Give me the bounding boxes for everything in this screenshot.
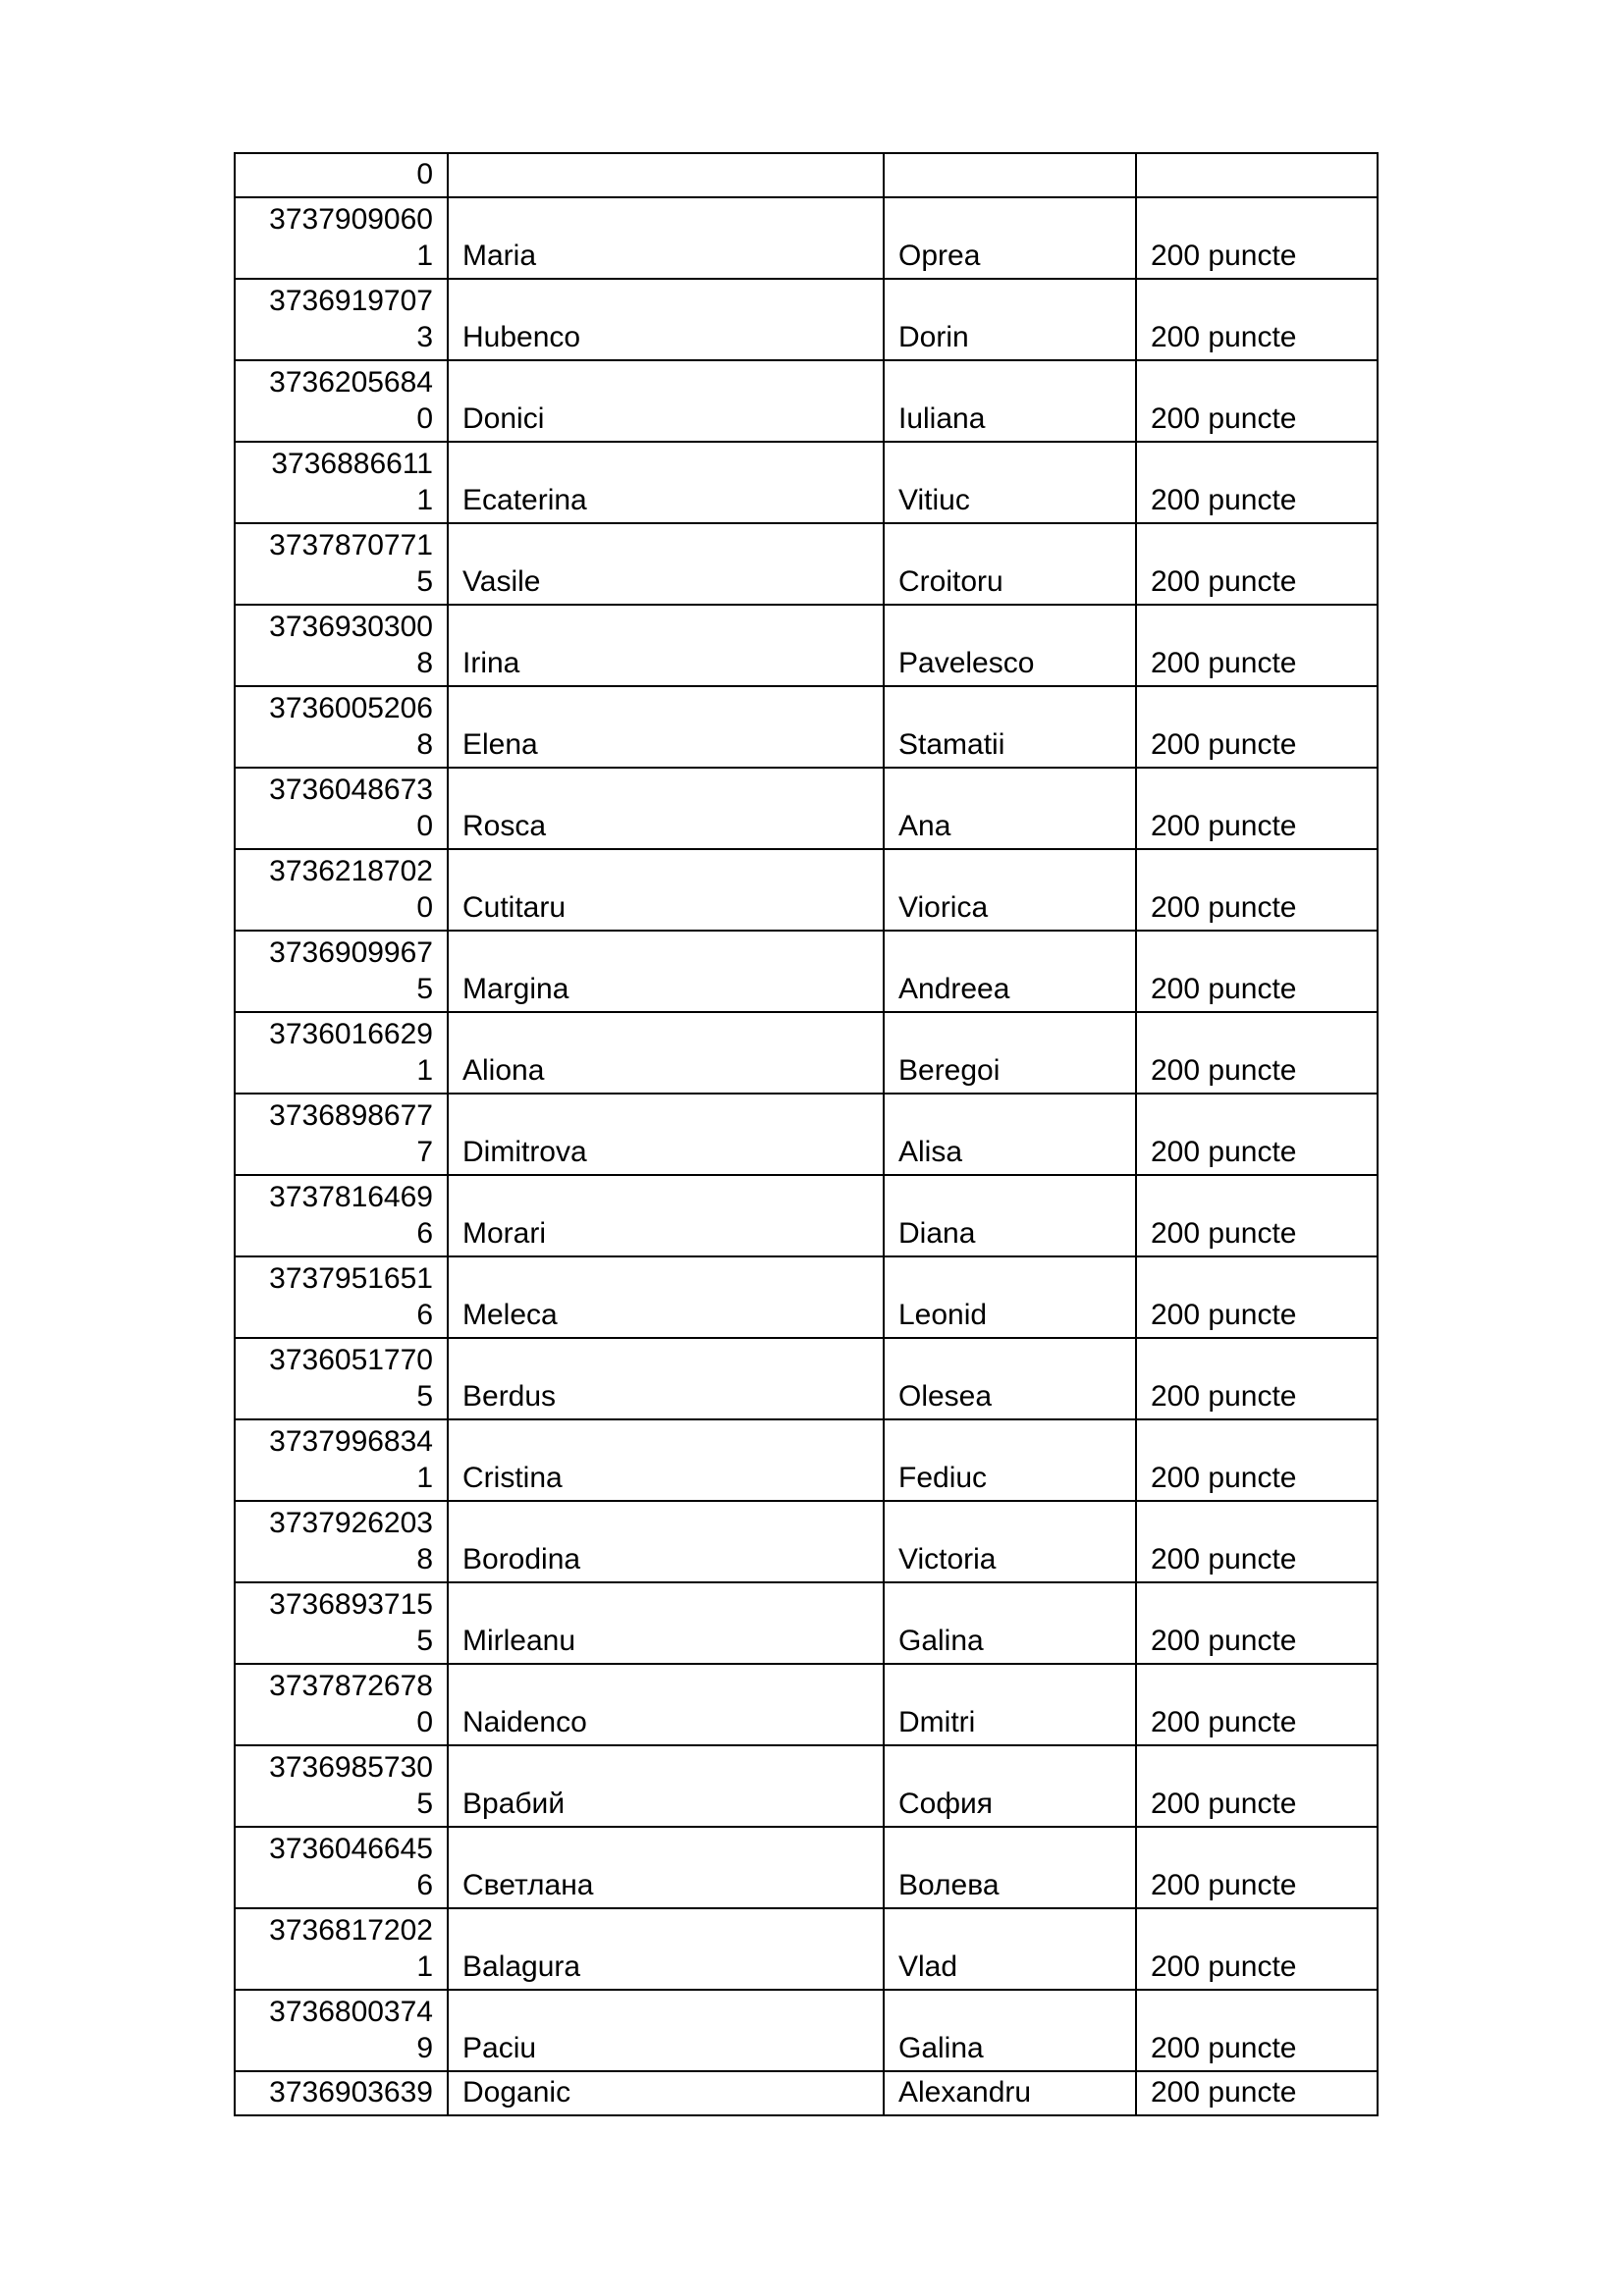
points-cell: 200 puncte <box>1136 1338 1378 1419</box>
first-name-cell: Irina <box>448 605 884 686</box>
points-cell: 200 puncte <box>1136 605 1378 686</box>
phone-cell <box>235 1908 448 1990</box>
phone-cell <box>235 1012 448 1094</box>
points-cell: 200 puncte <box>1136 1256 1378 1338</box>
last-name-cell: Oprea <box>884 197 1136 279</box>
table-row <box>235 1094 1378 1175</box>
last-name-cell: Leonid <box>884 1256 1136 1338</box>
phone-number-line2: 0 <box>416 402 433 435</box>
first-name-cell: Naidenco <box>448 1664 884 1745</box>
table-row <box>235 1664 1378 1745</box>
first-name-cell: Cutitaru <box>448 849 884 931</box>
points-cell: 200 puncte <box>1136 523 1378 605</box>
phone-cell <box>235 768 448 849</box>
phone-number-line1: 0 <box>416 158 433 190</box>
phone-number-line2: 3 <box>416 321 433 353</box>
first-name-cell: Donici <box>448 360 884 442</box>
first-name-cell: Elena <box>448 686 884 768</box>
points-cell: 200 puncte <box>1136 1582 1378 1664</box>
points-cell: 200 puncte <box>1136 1094 1378 1175</box>
phone-number-line1: 3737926203 <box>269 1507 433 1539</box>
table-row <box>235 1908 1378 1990</box>
phone-cell <box>235 1745 448 1827</box>
first-name-cell <box>448 153 884 197</box>
table-row <box>235 1582 1378 1664</box>
last-name-cell: Viorica <box>884 849 1136 931</box>
last-name-cell: Croitoru <box>884 523 1136 605</box>
phone-cell <box>235 1664 448 1745</box>
phone-number-line2: 8 <box>416 1543 433 1575</box>
phone-number-line2: 6 <box>416 1217 433 1250</box>
points-cell: 200 puncte <box>1136 2071 1378 2115</box>
phone-cell <box>235 1419 448 1501</box>
phone-number-line1: 3737872678 <box>269 1670 433 1702</box>
last-name-cell: Волева <box>884 1827 1136 1908</box>
points-cell: 200 puncte <box>1136 360 1378 442</box>
last-name-cell: Iuliana <box>884 360 1136 442</box>
first-name-cell: Rosca <box>448 768 884 849</box>
first-name-cell: Morari <box>448 1175 884 1256</box>
first-name-cell: Balagura <box>448 1908 884 1990</box>
last-name-cell: Alisa <box>884 1094 1136 1175</box>
points-cell: 200 puncte <box>1136 1827 1378 1908</box>
phone-number-line1: 3736205684 <box>269 366 433 399</box>
last-name-cell: София <box>884 1745 1136 1827</box>
phone-cell <box>235 849 448 931</box>
last-name-cell: Pavelesco <box>884 605 1136 686</box>
table-row <box>235 1827 1378 1908</box>
last-name-cell: Olesea <box>884 1338 1136 1419</box>
phone-number-line2: 1 <box>416 1950 433 1983</box>
table-row <box>235 523 1378 605</box>
phone-number-line2: 5 <box>416 973 433 1005</box>
phone-number-line1: 3736046645 <box>269 1833 433 1865</box>
phone-cell <box>235 360 448 442</box>
phone-number-line1: 3737996834 <box>269 1425 433 1458</box>
last-name-cell: Dorin <box>884 279 1136 360</box>
points-cell: 200 puncte <box>1136 849 1378 931</box>
phone-number-line1: 3736051770 <box>269 1344 433 1376</box>
phone-cell <box>235 686 448 768</box>
phone-cell <box>235 1501 448 1582</box>
first-name-cell: Светлана <box>448 1827 884 1908</box>
first-name-cell: Berdus <box>448 1338 884 1419</box>
points-cell: 200 puncte <box>1136 768 1378 849</box>
last-name-cell: Beregoi <box>884 1012 1136 1094</box>
table-row <box>235 1012 1378 1094</box>
points-cell: 200 puncte <box>1136 1175 1378 1256</box>
table-row <box>235 1501 1378 1582</box>
phone-cell <box>235 442 448 523</box>
last-name-cell: Stamatii <box>884 686 1136 768</box>
phone-number-line1: 3736903639 <box>269 2076 433 2109</box>
points-cell <box>1136 153 1378 197</box>
first-name-cell: Cristina <box>448 1419 884 1501</box>
phone-number-line2: 1 <box>416 240 433 272</box>
phone-number-line1: 3736909967 <box>269 936 433 969</box>
phone-cell <box>235 1256 448 1338</box>
table-row <box>235 153 1378 197</box>
phone-number-line1: 3736218702 <box>269 855 433 887</box>
scores-table <box>234 152 1379 2116</box>
first-name-cell: Врабий <box>448 1745 884 1827</box>
last-name-cell: Galina <box>884 1582 1136 1664</box>
phone-cell <box>235 1827 448 1908</box>
phone-number-line2: 1 <box>416 484 433 516</box>
phone-cell <box>235 931 448 1012</box>
first-name-cell: Ecaterina <box>448 442 884 523</box>
phone-cell <box>235 605 448 686</box>
phone-number-line2: 8 <box>416 647 433 679</box>
table-row <box>235 279 1378 360</box>
first-name-cell: Aliona <box>448 1012 884 1094</box>
phone-number-line1: 3736016629 <box>269 1018 433 1050</box>
first-name-cell: Margina <box>448 931 884 1012</box>
scores-table-body <box>235 153 1378 2115</box>
phone-number-line2: 7 <box>416 1136 433 1168</box>
phone-number-line2: 0 <box>416 891 433 924</box>
phone-cell <box>235 153 448 197</box>
first-name-cell: Hubenco <box>448 279 884 360</box>
phone-number-line2: 8 <box>416 728 433 761</box>
first-name-cell: Vasile <box>448 523 884 605</box>
last-name-cell: Diana <box>884 1175 1136 1256</box>
points-cell: 200 puncte <box>1136 279 1378 360</box>
last-name-cell: Fediuc <box>884 1419 1136 1501</box>
table-row <box>235 1990 1378 2071</box>
last-name-cell: Alexandru <box>884 2071 1136 2115</box>
phone-number-line1: 3736048673 <box>269 774 433 806</box>
table-row <box>235 686 1378 768</box>
phone-number-line1: 3736886611 <box>271 448 433 480</box>
points-cell: 200 puncte <box>1136 1419 1378 1501</box>
points-cell: 200 puncte <box>1136 197 1378 279</box>
points-cell: 200 puncte <box>1136 1908 1378 1990</box>
last-name-cell <box>884 153 1136 197</box>
phone-number-line2: 1 <box>416 1462 433 1494</box>
phone-cell <box>235 197 448 279</box>
points-cell: 200 puncte <box>1136 1012 1378 1094</box>
first-name-cell: Maria <box>448 197 884 279</box>
table-row <box>235 360 1378 442</box>
table-row <box>235 931 1378 1012</box>
last-name-cell: Vlad <box>884 1908 1136 1990</box>
first-name-cell: Paciu <box>448 1990 884 2071</box>
phone-number-line1: 3736817202 <box>269 1914 433 1947</box>
last-name-cell: Dmitri <box>884 1664 1136 1745</box>
phone-number-line2: 0 <box>416 1706 433 1738</box>
points-cell: 200 puncte <box>1136 1745 1378 1827</box>
points-cell: 200 puncte <box>1136 686 1378 768</box>
table-row <box>235 605 1378 686</box>
last-name-cell: Victoria <box>884 1501 1136 1582</box>
table-row <box>235 1338 1378 1419</box>
last-name-cell: Vitiuc <box>884 442 1136 523</box>
phone-number-line1: 3736800374 <box>269 1996 433 2028</box>
points-cell: 200 puncte <box>1136 931 1378 1012</box>
phone-number-line2: 0 <box>416 810 433 842</box>
table-row <box>235 849 1378 931</box>
phone-number-line2: 5 <box>416 1380 433 1413</box>
points-cell: 200 puncte <box>1136 1501 1378 1582</box>
first-name-cell: Dimitrova <box>448 1094 884 1175</box>
phone-cell <box>235 279 448 360</box>
phone-number-line1: 3737909060 <box>269 203 433 236</box>
phone-cell <box>235 523 448 605</box>
last-name-cell: Ana <box>884 768 1136 849</box>
points-cell: 200 puncte <box>1136 442 1378 523</box>
phone-number-line1: 3736930300 <box>269 611 433 643</box>
phone-number-line1: 3736005206 <box>269 692 433 724</box>
last-name-cell: Andreea <box>884 931 1136 1012</box>
phone-cell <box>235 1582 448 1664</box>
phone-number-line1: 3736893715 <box>269 1588 433 1621</box>
phone-number-line2: 5 <box>416 1788 433 1820</box>
first-name-cell: Doganic <box>448 2071 884 2115</box>
table-row <box>235 442 1378 523</box>
table-row <box>235 1256 1378 1338</box>
first-name-cell: Mirleanu <box>448 1582 884 1664</box>
phone-number-line1: 3736898677 <box>269 1099 433 1132</box>
phone-cell <box>235 1990 448 2071</box>
table-row <box>235 1419 1378 1501</box>
phone-number-line2: 1 <box>416 1054 433 1087</box>
phone-cell <box>235 2071 448 2115</box>
phone-number-line1: 3737951651 <box>269 1262 433 1295</box>
phone-number-line2: 5 <box>416 1625 433 1657</box>
phone-number-line1: 3736919707 <box>269 285 433 317</box>
table-row <box>235 2071 1378 2115</box>
points-cell: 200 puncte <box>1136 1664 1378 1745</box>
phone-cell <box>235 1175 448 1256</box>
phone-number-line2: 5 <box>416 565 433 598</box>
first-name-cell: Borodina <box>448 1501 884 1582</box>
phone-cell <box>235 1338 448 1419</box>
phone-number-line1: 3736985730 <box>269 1751 433 1784</box>
table-row <box>235 1175 1378 1256</box>
table-row <box>235 197 1378 279</box>
phone-number-line1: 3737870771 <box>269 529 433 561</box>
phone-number-line2: 6 <box>416 1869 433 1901</box>
phone-number-line1: 3737816469 <box>269 1181 433 1213</box>
phone-number-line2: 9 <box>416 2032 433 2064</box>
phone-number-line2: 6 <box>416 1299 433 1331</box>
phone-cell <box>235 1094 448 1175</box>
last-name-cell: Galina <box>884 1990 1136 2071</box>
first-name-cell: Meleca <box>448 1256 884 1338</box>
table-row <box>235 768 1378 849</box>
points-cell: 200 puncte <box>1136 1990 1378 2071</box>
table-row <box>235 1745 1378 1827</box>
